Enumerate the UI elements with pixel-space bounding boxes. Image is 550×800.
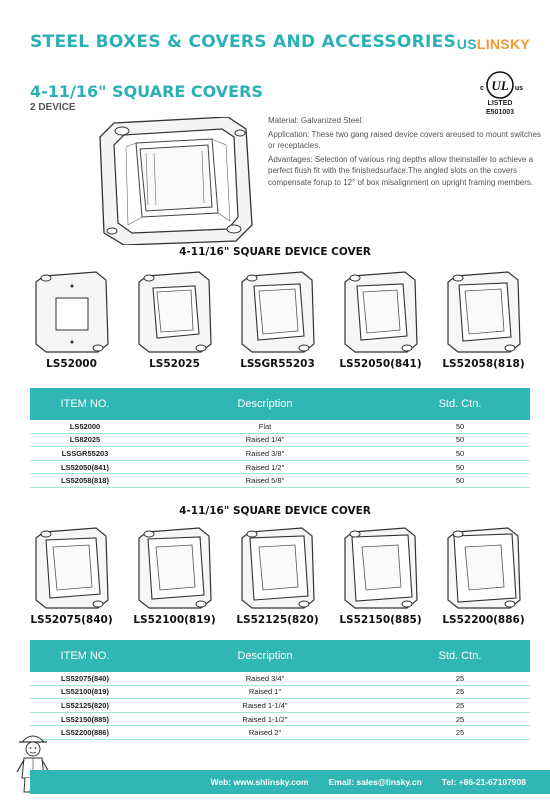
cover-hero-image bbox=[96, 117, 256, 245]
column-header-ctn: Std. Ctn. bbox=[438, 398, 482, 410]
cell-description: Raised 1-1/2" bbox=[242, 714, 288, 724]
cell-item: LS82025 bbox=[69, 435, 101, 445]
cell-description: Raised 1/4" bbox=[245, 435, 285, 445]
brand-logo bbox=[457, 36, 530, 52]
footer-email-link[interactable]: Email: sales@linsky.cn bbox=[328, 777, 422, 787]
cell-item: LSSGR55203 bbox=[61, 448, 109, 458]
raised-cover-icon bbox=[137, 526, 213, 610]
ul-listed-label: LISTED bbox=[487, 100, 513, 107]
product-card[interactable] bbox=[226, 526, 329, 626]
table-row bbox=[30, 420, 530, 434]
product-description bbox=[268, 115, 548, 190]
cell-ctn: 25 bbox=[455, 728, 465, 738]
product-code: LS52025 bbox=[149, 358, 200, 370]
ul-text-ul: UL bbox=[491, 78, 509, 93]
cell-description: Raised 5/8" bbox=[245, 476, 285, 486]
cell-ctn: 50 bbox=[455, 448, 465, 458]
brand-us: US bbox=[456, 36, 477, 52]
product-card[interactable] bbox=[123, 270, 226, 370]
cell-description: Raised 1/2" bbox=[245, 462, 285, 472]
product-code: LS52075(840) bbox=[30, 614, 113, 626]
product-card[interactable] bbox=[20, 270, 123, 370]
table-header bbox=[30, 388, 530, 420]
brand-rest: LINSKY bbox=[476, 36, 530, 52]
cell-description: Raised 3/4" bbox=[245, 673, 285, 683]
cell-description: Raised 1-1/4" bbox=[242, 700, 288, 710]
product-code: LS52100(819) bbox=[133, 614, 216, 626]
column-header-item: ITEM NO. bbox=[60, 398, 110, 410]
page-title: STEEL BOXES & COVERS AND ACCESSORIES bbox=[30, 32, 457, 52]
cell-ctn: 25 bbox=[455, 700, 465, 710]
group-1-table bbox=[30, 388, 530, 488]
cell-description: Raised 1" bbox=[248, 687, 282, 697]
product-card[interactable] bbox=[329, 526, 432, 626]
ul-code: E501003 bbox=[485, 109, 515, 116]
group-1-heading: 4-11/16" SQUARE DEVICE COVER bbox=[179, 246, 371, 258]
product-code: LS52125(820) bbox=[236, 614, 319, 626]
raised-cover-icon bbox=[137, 270, 213, 354]
cell-item: LS52125(820) bbox=[61, 700, 109, 710]
footer-bar bbox=[30, 770, 550, 794]
cell-item: LS52050(841) bbox=[61, 462, 109, 472]
footer-web-link[interactable]: Web: www.shlinsky.com bbox=[210, 777, 309, 787]
product-code: LS52000 bbox=[46, 358, 97, 370]
cell-item: LS52100(819) bbox=[61, 687, 109, 697]
raised-cover-icon bbox=[446, 526, 522, 610]
table-row bbox=[30, 434, 530, 448]
cell-item: LS52150(885) bbox=[61, 714, 109, 724]
group-1-products bbox=[20, 270, 535, 370]
footer-phone: Tel: +86-21-67107908 bbox=[441, 777, 526, 787]
product-card[interactable] bbox=[226, 270, 329, 370]
cell-item: LS52000 bbox=[69, 421, 101, 431]
cell-item: LS52058(818) bbox=[61, 476, 109, 486]
table-row bbox=[30, 474, 530, 488]
product-code: LS52150(885) bbox=[339, 614, 422, 626]
cell-ctn: 50 bbox=[455, 421, 465, 431]
raised-cover-icon bbox=[240, 270, 316, 354]
raised-cover-icon bbox=[343, 526, 419, 610]
cell-item: LS52200(886) bbox=[61, 728, 109, 738]
cell-ctn: 50 bbox=[455, 435, 465, 445]
cell-ctn: 50 bbox=[455, 462, 465, 472]
table-row bbox=[30, 686, 530, 700]
cell-ctn: 25 bbox=[455, 714, 465, 724]
cell-ctn: 25 bbox=[455, 687, 465, 697]
description-application: Application: These two gang raised device covers areused to mount switches or receptacles. bbox=[268, 129, 541, 150]
cell-description: Flat bbox=[258, 421, 272, 431]
ul-text-c: c bbox=[480, 85, 484, 92]
cell-ctn: 50 bbox=[455, 476, 465, 486]
cell-item: LS52075(840) bbox=[61, 673, 109, 683]
description-advantages: Advantages: Selection of various ring depths allow theinstaller to achieve a perfect flush fit with the finishedsurface.The angled slots on the covers compensate forup to 12° of box misalignment on upright framing members. bbox=[268, 154, 534, 187]
product-card[interactable] bbox=[432, 270, 535, 370]
cell-ctn: 25 bbox=[455, 673, 465, 683]
product-card[interactable] bbox=[329, 270, 432, 370]
table-row bbox=[30, 672, 530, 686]
description-material: Material: Galvanized Steel bbox=[268, 116, 362, 125]
product-code: LS52200(886) bbox=[442, 614, 525, 626]
column-header-description: Description bbox=[237, 398, 293, 410]
table-row bbox=[30, 699, 530, 713]
column-header-ctn: Std. Ctn. bbox=[438, 650, 482, 662]
raised-cover-icon bbox=[240, 526, 316, 610]
column-header-description: Description bbox=[237, 650, 293, 662]
product-code: LSSGR55203 bbox=[240, 358, 315, 370]
column-header-item: ITEM NO. bbox=[60, 650, 110, 662]
section-subtitle: 2 DEVICE bbox=[30, 102, 76, 113]
cell-description: Raised 3/8" bbox=[245, 448, 285, 458]
table-row bbox=[30, 447, 530, 461]
product-card[interactable] bbox=[20, 526, 123, 626]
raised-cover-icon bbox=[34, 526, 110, 610]
ul-text-us: us bbox=[514, 85, 524, 92]
group-2-table bbox=[30, 640, 530, 740]
product-code: LS52058(818) bbox=[442, 358, 525, 370]
raised-cover-icon bbox=[343, 270, 419, 354]
table-row bbox=[30, 726, 530, 740]
cell-description: Raised 2" bbox=[248, 728, 282, 738]
product-card[interactable] bbox=[432, 526, 535, 626]
table-header bbox=[30, 640, 530, 672]
flat-cover-icon bbox=[34, 270, 110, 354]
section-title: 4-11/16" SQUARE COVERS bbox=[30, 82, 263, 101]
table-row bbox=[30, 461, 530, 475]
table-row bbox=[30, 713, 530, 727]
raised-cover-icon bbox=[446, 270, 522, 354]
product-card[interactable] bbox=[123, 526, 226, 626]
group-2-products bbox=[20, 526, 535, 626]
group-2-heading: 4-11/16" SQUARE DEVICE COVER bbox=[179, 505, 371, 517]
product-code: LS52050(841) bbox=[339, 358, 422, 370]
